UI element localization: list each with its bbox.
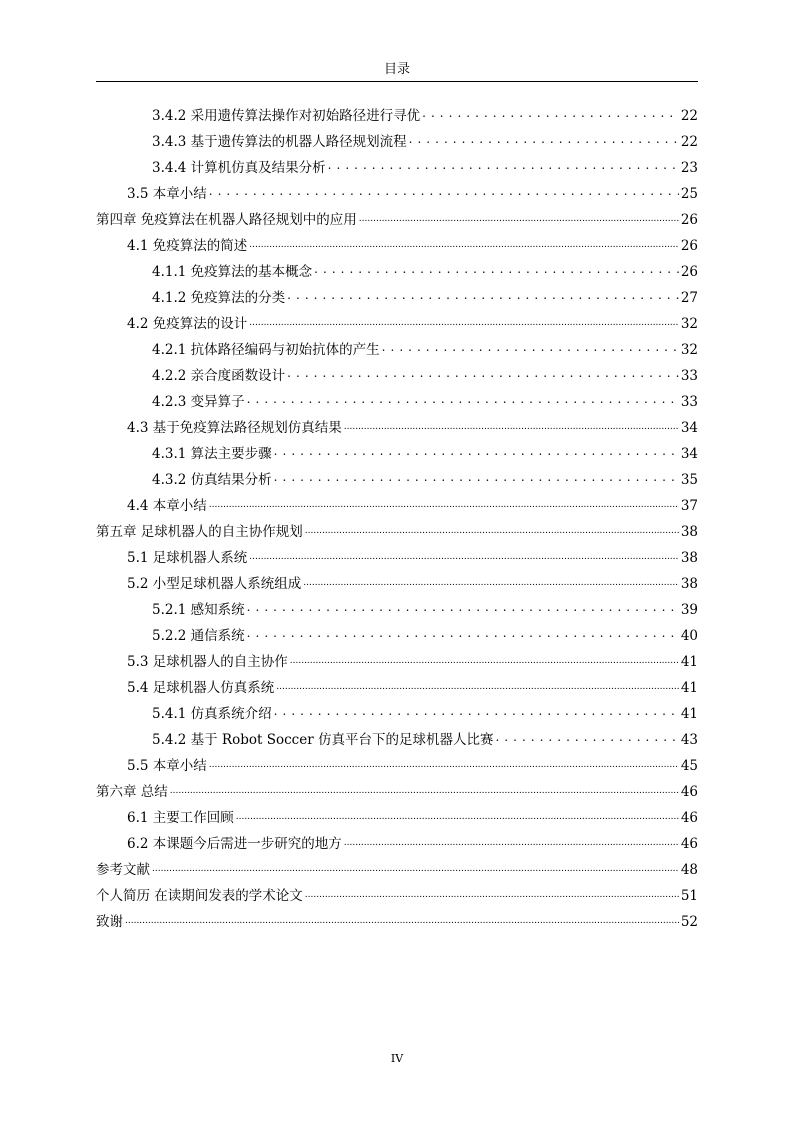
toc-entry-page: 34 [680, 446, 698, 462]
toc-entry-label: 6.2 本课题今后需进一步研究的地方 [127, 836, 342, 852]
header-rule [96, 81, 698, 82]
toc-leader-dots [209, 183, 679, 199]
toc-entry[interactable] [96, 702, 698, 728]
toc-entry-page: 41 [680, 706, 698, 722]
toc-entry-label: 个人简历 在读期间发表的学术论文 [96, 888, 303, 904]
toc-entry-label: 5.4.2 基于 Robot Soccer 仿真平台下的足球机器人比赛 [152, 732, 494, 748]
toc-entry-page: 33 [680, 394, 698, 410]
toc-entry[interactable] [96, 260, 698, 286]
toc-entry-label: 3.4.2 采用遗传算法操作对初始路径进行寻优 [152, 108, 421, 124]
toc-entry[interactable] [96, 598, 698, 624]
toc-leader-dots [305, 521, 679, 537]
toc-entry[interactable] [96, 520, 698, 546]
toc-entry-page: 43 [680, 732, 698, 748]
toc-entry-page: 38 [680, 550, 698, 566]
toc-entry-page: 26 [680, 212, 698, 228]
toc-leader-dots [247, 391, 679, 407]
toc-leader-dots [249, 313, 679, 329]
toc-entry-label: 6.1 主要工作回顾 [127, 810, 234, 826]
toc-leader-dots [276, 677, 679, 693]
toc-entry-label: 5.2.2 通信系统 [152, 628, 245, 644]
toc-entry-label: 5.1 足球机器人系统 [127, 550, 248, 566]
toc-entry-page: 41 [680, 680, 698, 696]
toc-entry-page: 46 [680, 784, 698, 800]
toc-entry-label: 4.3.1 算法主要步骤 [152, 446, 272, 462]
toc-leader-dots [290, 651, 679, 667]
toc-entry-label: 4.1 免疫算法的简述 [127, 238, 248, 254]
toc-entry-label: 4.2 免疫算法的设计 [127, 316, 248, 332]
toc-entry-label: 5.3 足球机器人的自主协作 [127, 654, 288, 670]
toc-entry[interactable] [96, 728, 698, 754]
toc-entry-page: 27 [680, 290, 698, 306]
toc-entry[interactable] [96, 858, 698, 884]
toc-leader-dots [344, 417, 679, 433]
toc-entry[interactable] [96, 624, 698, 650]
toc-entry-label: 参考文献 [96, 862, 150, 878]
toc-entry-page: 25 [680, 186, 698, 202]
toc-entry-page: 41 [680, 654, 698, 670]
toc-entry-page: 22 [680, 134, 698, 150]
toc-entry[interactable] [96, 286, 698, 312]
toc-entry-label: 4.2.3 变异算子 [152, 394, 245, 410]
toc-entry-label: 4.3.2 仿真结果分析 [152, 472, 272, 488]
toc-leader-dots [359, 209, 679, 225]
toc-entry[interactable] [96, 390, 698, 416]
toc-entry-label: 3.4.3 基于遗传算法的机器人路径规划流程 [152, 134, 407, 150]
toc-entry-label: 第六章 总结 [96, 784, 168, 800]
toc-entry[interactable] [96, 494, 698, 520]
toc-leader-dots [495, 729, 678, 745]
toc-entry-page: 32 [680, 342, 698, 358]
toc-entry[interactable] [96, 364, 698, 390]
toc-leader-dots [209, 755, 679, 771]
toc-entry[interactable] [96, 832, 698, 858]
toc-entry-page: 22 [680, 108, 698, 124]
toc-entry-label: 致谢 [96, 914, 123, 930]
toc-leader-dots [125, 911, 679, 927]
header-title: 目录 [383, 62, 410, 77]
toc-entry-page: 45 [680, 758, 698, 774]
toc-entry-page: 46 [680, 836, 698, 852]
toc-leader-dots [382, 339, 679, 355]
toc-leader-dots [247, 625, 679, 641]
toc-entry-page: 38 [680, 524, 698, 540]
toc-entry-page: 32 [680, 316, 698, 332]
toc-entry-page: 26 [680, 238, 698, 254]
toc-entry[interactable] [96, 208, 698, 234]
toc-entry[interactable] [96, 234, 698, 260]
footer-page-number: IV [390, 1052, 404, 1065]
toc-entry-page: 46 [680, 810, 698, 826]
toc-entry-label: 4.1.1 免疫算法的基本概念 [152, 264, 313, 280]
toc-leader-dots [409, 131, 679, 147]
toc-leader-dots [328, 157, 679, 173]
toc-entry-page: 40 [680, 628, 698, 644]
toc-leader-dots [152, 859, 679, 875]
toc-entry[interactable] [96, 416, 698, 442]
toc-leader-dots [287, 287, 679, 303]
toc-entry[interactable] [96, 312, 698, 338]
toc-leader-dots [287, 365, 679, 381]
toc-entry-page: 35 [680, 472, 698, 488]
toc-entry-page: 52 [680, 914, 698, 930]
toc-entry[interactable] [96, 130, 698, 156]
toc-entry-page: 37 [680, 498, 698, 514]
toc-entry-label: 4.2.1 抗体路径编码与初始抗体的产生 [152, 342, 380, 358]
toc-leader-dots [274, 469, 679, 485]
toc-entry-label: 5.2 小型足球机器人系统组成 [127, 576, 302, 592]
toc-entry-page: 48 [680, 862, 698, 878]
toc-entry-page: 23 [680, 160, 698, 176]
toc-entry[interactable] [96, 572, 698, 598]
toc-entry-label: 5.2.1 感知系统 [152, 602, 245, 618]
toc-entry[interactable] [96, 104, 698, 130]
toc-entry-label: 3.4.4 计算机仿真及结果分析 [152, 160, 326, 176]
toc-entry[interactable] [96, 156, 698, 182]
toc-leader-dots [422, 105, 679, 121]
toc-entry-label: 5.4 足球机器人仿真系统 [127, 680, 275, 696]
toc-entry-label: 4.2.2 亲合度函数设计 [152, 368, 286, 384]
toc-entry[interactable] [96, 182, 698, 208]
toc-entry[interactable] [96, 442, 698, 468]
toc-entry-page: 33 [680, 368, 698, 384]
toc-entry-label: 5.4.1 仿真系统介绍 [152, 706, 272, 722]
toc-entry-label: 5.5 本章小结 [127, 758, 207, 774]
toc-entry-page: 34 [680, 420, 698, 436]
toc-entry-page: 26 [680, 264, 698, 280]
toc-leader-dots [236, 807, 679, 823]
toc-entry[interactable] [96, 546, 698, 572]
toc-leader-dots [344, 833, 679, 849]
toc-leader-dots [249, 235, 679, 251]
toc-entry-page: 51 [680, 888, 698, 904]
toc-entry[interactable] [96, 884, 698, 910]
toc-leader-dots [209, 495, 679, 511]
toc-entry-label: 4.4 本章小结 [127, 498, 207, 514]
toc-leader-dots [170, 781, 679, 797]
toc-entry-label: 第五章 足球机器人的自主协作规划 [96, 524, 303, 540]
toc-entry-label: 4.1.2 免疫算法的分类 [152, 290, 286, 306]
toc-leader-dots [274, 443, 679, 459]
toc-leader-dots [305, 885, 679, 901]
toc-entry[interactable] [96, 338, 698, 364]
toc-leader-dots [303, 573, 679, 589]
toc-entry[interactable] [96, 780, 698, 806]
toc-entry[interactable] [96, 650, 698, 676]
toc-entry-page: 39 [680, 602, 698, 618]
toc-entry[interactable] [96, 754, 698, 780]
toc-entry[interactable] [96, 806, 698, 832]
toc-entry[interactable] [96, 910, 698, 936]
toc-entry-label: 4.3 基于免疫算法路径规划仿真结果 [127, 420, 342, 436]
toc-entry-label: 3.5 本章小结 [127, 186, 207, 202]
toc-leader-dots [274, 703, 679, 719]
toc-entry[interactable] [96, 468, 698, 494]
toc-leader-dots [314, 261, 679, 277]
toc-entry-page: 38 [680, 576, 698, 592]
table-of-contents [96, 104, 698, 936]
toc-leader-dots [247, 599, 679, 615]
toc-leader-dots [249, 547, 679, 563]
toc-entry[interactable] [96, 676, 698, 702]
toc-entry-label: 第四章 免疫算法在机器人路径规划中的应用 [96, 212, 357, 228]
